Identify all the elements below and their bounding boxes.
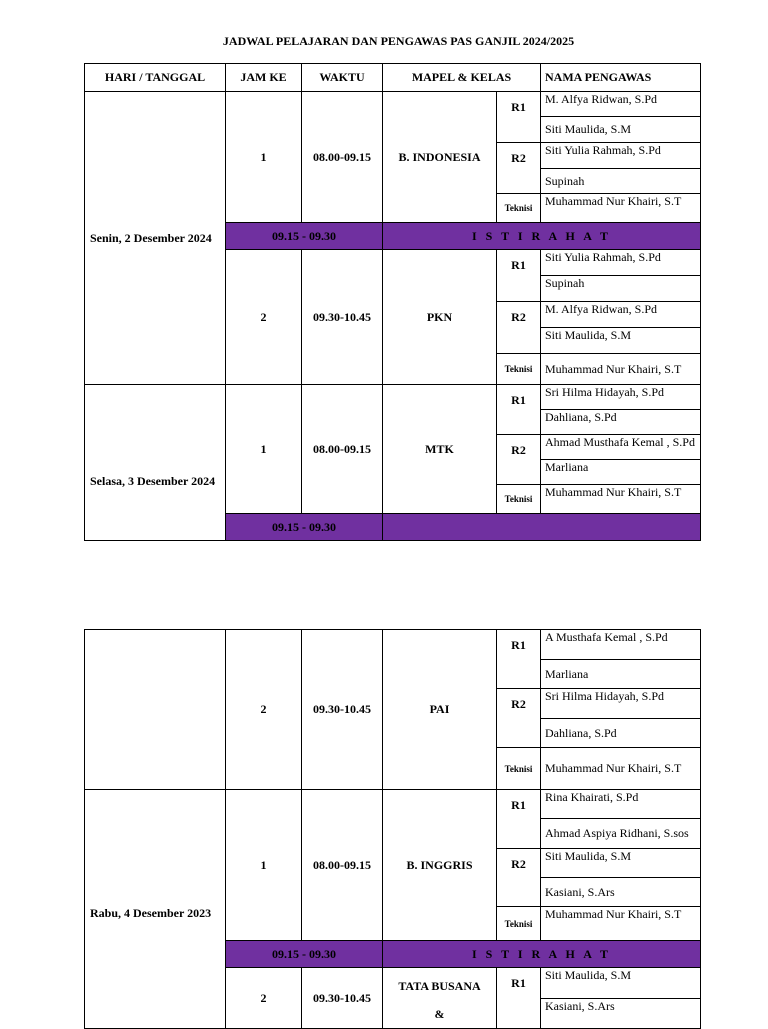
mapel-cell: PAI [383,630,497,790]
room-teknisi: Teknisi [497,354,541,385]
room-r2: R2 [497,302,541,354]
pengawas-name: Sri Hilma Hidayah, S.Pd [541,689,701,719]
teknisi-name: Muhammad Nur Khairi, S.T [541,194,701,223]
room-r1: R1 [497,630,541,689]
room-r1: R1 [497,790,541,849]
jam-cell: 2 [226,968,302,1029]
teknisi-name: Muhammad Nur Khairi, S.T [541,907,701,941]
room-r2: R2 [497,689,541,748]
waktu-cell: 08.00-09.15 [302,790,383,941]
mapel-cell: MTK [383,385,497,514]
day-date-continued [85,630,226,790]
header-jam: JAM KE [226,64,302,92]
room-teknisi: Teknisi [497,907,541,941]
room-teknisi: Teknisi [497,485,541,514]
pengawas-name: Dahliana, S.Pd [541,719,701,748]
day-date: Senin, 2 Desember 2024 [85,92,226,385]
pengawas-name: Dahliana, S.Pd [541,410,701,435]
pengawas-name: A Musthafa Kemal , S.Pd [541,630,701,660]
room-teknisi: Teknisi [497,748,541,790]
pengawas-name: Rina Khairati, S.Pd [541,790,701,819]
header-hari: HARI / TANGGAL [85,64,226,92]
day-date: Selasa, 3 Desember 2024 [85,385,226,541]
break-label: I S T I R A H A T [383,941,701,968]
break-time: 09.15 - 09.30 [226,223,383,250]
mapel-line: & [434,1007,445,1021]
pengawas-name: Siti Maulida, S.M [541,968,701,999]
room-r2: R2 [497,143,541,194]
day-date: Rabu, 4 Desember 2023 [85,790,226,1029]
teknisi-name: Muhammad Nur Khairi, S.T [541,748,701,790]
jam-cell: 2 [226,630,302,790]
mapel-cell [383,968,497,1029]
pengawas-name: Siti Maulida, S.M [541,328,701,354]
pengawas-name: Supinah [541,276,701,302]
page-title: JADWAL PELAJARAN DAN PENGAWAS PAS GANJIL 2024/2025 [222,34,575,48]
jam-cell: 1 [226,790,302,941]
mapel-cell: B. INDONESIA [383,92,497,223]
break-time: 09.15 - 09.30 [226,514,383,541]
pengawas-name: Siti Maulida, S.M [541,849,701,878]
room-r1: R1 [497,250,541,302]
break-time: 09.15 - 09.30 [226,941,383,968]
table-row [85,92,701,117]
pengawas-name: Sri Hilma Hidayah, S.Pd [541,385,701,410]
room-r1: R1 [497,968,541,1029]
teknisi-name: Muhammad Nur Khairi, S.T [541,354,701,385]
mapel-line: TATA BUSANA [398,979,481,993]
pengawas-name: Kasiani, S.Ars [541,878,701,907]
pengawas-name: Siti Maulida, S.M [541,117,701,143]
waktu-cell: 09.30-10.45 [302,968,383,1029]
room-r1: R1 [497,92,541,143]
break-label: I S T I R A H A T [383,223,701,250]
pengawas-name: M. Alfya Ridwan, S.Pd [541,302,701,328]
header-waktu: WAKTU [302,64,383,92]
mapel-cell: PKN [383,250,497,385]
pengawas-name: Marliana [541,460,701,485]
waktu-cell: 08.00-09.15 [302,385,383,514]
jam-cell: 1 [226,92,302,223]
pengawas-name: Ahmad Musthafa Kemal , S.Pd [541,435,701,460]
pengawas-name: M. Alfya Ridwan, S.Pd [541,92,701,117]
header-mapel: MAPEL & KELAS [383,64,541,92]
room-r2: R2 [497,849,541,907]
waktu-cell: 09.30-10.45 [302,250,383,385]
waktu-cell: 09.30-10.45 [302,630,383,790]
break-label-empty [383,514,701,541]
header-row [85,64,701,92]
room-r2: R2 [497,435,541,485]
header-pengawas: NAMA PENGAWAS [541,64,701,92]
pengawas-name: Siti Yulia Rahmah, S.Pd [541,250,701,276]
pengawas-name: Marliana [541,660,701,689]
pengawas-name: Kasiani, S.Ars [541,998,701,1029]
pengawas-name: Ahmad Aspiya Ridhani, S.sos [541,819,701,849]
room-teknisi: Teknisi [497,194,541,223]
waktu-cell: 08.00-09.15 [302,92,383,223]
pengawas-name: Siti Yulia Rahmah, S.Pd [541,143,701,169]
mapel-cell: B. INGGRIS [383,790,497,941]
room-r1: R1 [497,385,541,435]
jam-cell: 1 [226,385,302,514]
teknisi-name: Muhammad Nur Khairi, S.T [541,485,701,514]
schedule-table-2 [84,629,701,1029]
pengawas-name: Supinah [541,169,701,194]
schedule-table-1 [84,63,701,541]
jam-cell: 2 [226,250,302,385]
